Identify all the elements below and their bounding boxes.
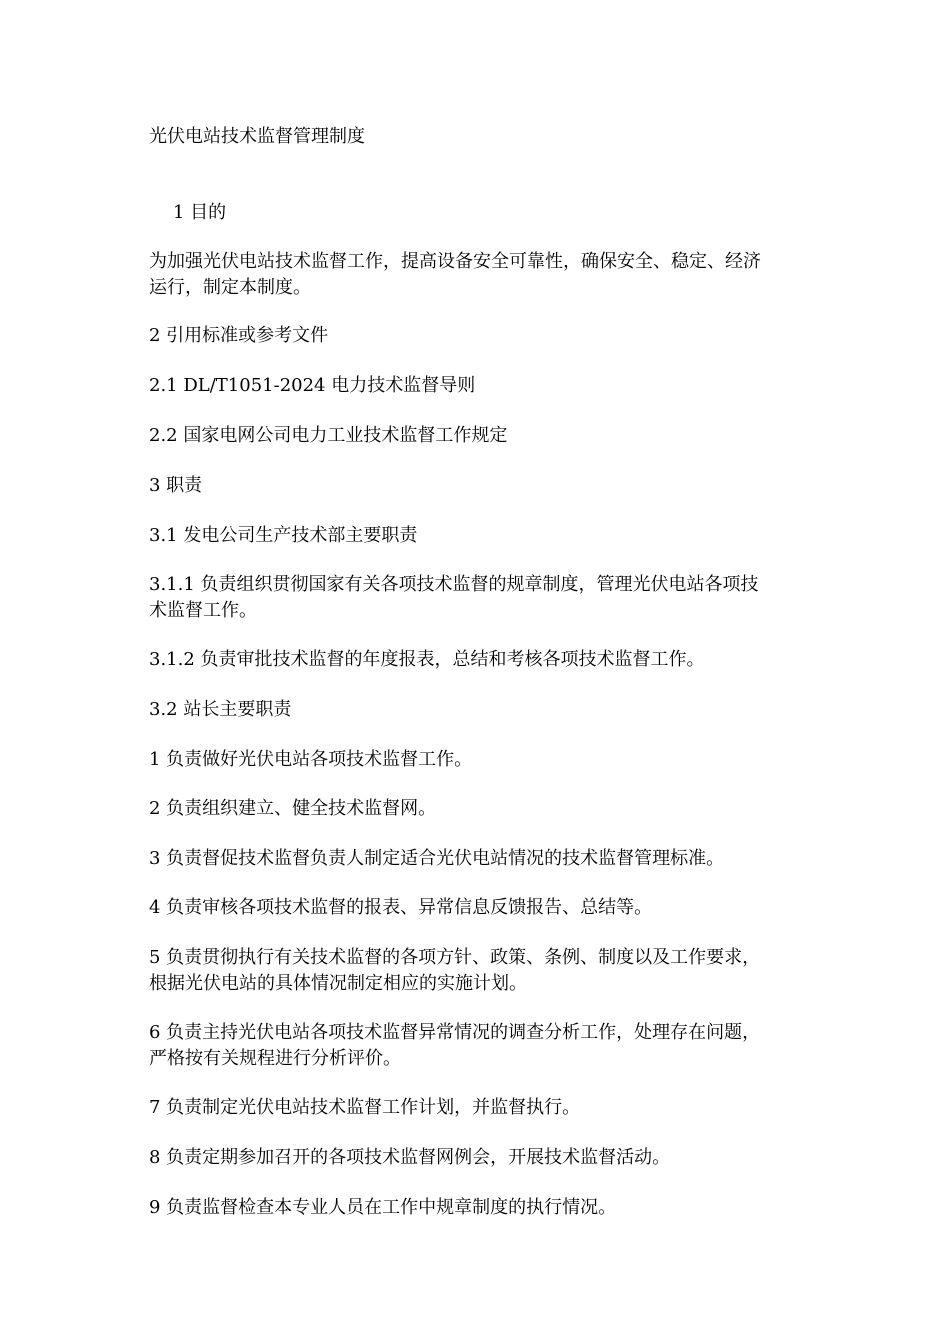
paragraph-line: 2.1 DL/T1051-2024 电力技术监督导则 <box>149 375 476 396</box>
list-item-continuation: 根据光伏电站的具体情况制定相应的实施计划。 <box>149 973 527 994</box>
section-heading: 1 目的 <box>173 202 227 223</box>
paragraph-line: 3.1.2 负责审批技术监督的年度报表，总结和考核各项技术监督工作。 <box>149 649 705 670</box>
section-heading: 2 引用标准或参考文件 <box>149 325 329 346</box>
list-item: 5 负责贯彻执行有关技术监督的各项方针、政策、条例、制度以及工作要求， <box>149 947 761 968</box>
list-item: 3 负责督促技术监督负责人制定适合光伏电站情况的技术监督管理标准。 <box>149 848 725 869</box>
subsection-heading: 3.1 发电公司生产技术部主要职责 <box>149 525 418 546</box>
paragraph-line: 术监督工作。 <box>149 600 257 621</box>
list-item: 2 负责组织建立、健全技术监督网。 <box>149 798 437 819</box>
paragraph-line: 2.2 国家电网公司电力工业技术监督工作规定 <box>149 425 508 446</box>
paragraph-line: 运行，制定本制度。 <box>149 277 311 298</box>
list-item: 9 负责监督检查本专业人员在工作中规章制度的执行情况。 <box>149 1197 617 1218</box>
list-item: 1 负责做好光伏电站各项技术监督工作。 <box>149 749 473 770</box>
paragraph-line: 为加强光伏电站技术监督工作，提高设备安全可靠性，确保安全、稳定、经济 <box>149 251 761 272</box>
section-heading: 3 职责 <box>149 475 203 496</box>
paragraph-line: 3.1.1 负责组织贯彻国家有关各项技术监督的规章制度，管理光伏电站各项技 <box>149 574 759 595</box>
list-item: 4 负责审核各项技术监督的报表、异常信息反馈报告、总结等。 <box>149 897 653 918</box>
list-item-continuation: 严格按有关规程进行分析评价。 <box>149 1048 401 1069</box>
list-item: 7 负责制定光伏电站技术监督工作计划，并监督执行。 <box>149 1097 581 1118</box>
list-item: 6 负责主持光伏电站各项技术监督异常情况的调查分析工作，处理存在问题， <box>149 1022 761 1043</box>
subsection-heading: 3.2 站长主要职责 <box>149 699 292 720</box>
document-title: 光伏电站技术监督管理制度 <box>149 126 365 147</box>
list-item: 8 负责定期参加召开的各项技术监督网例会，开展技术监督活动。 <box>149 1147 671 1168</box>
